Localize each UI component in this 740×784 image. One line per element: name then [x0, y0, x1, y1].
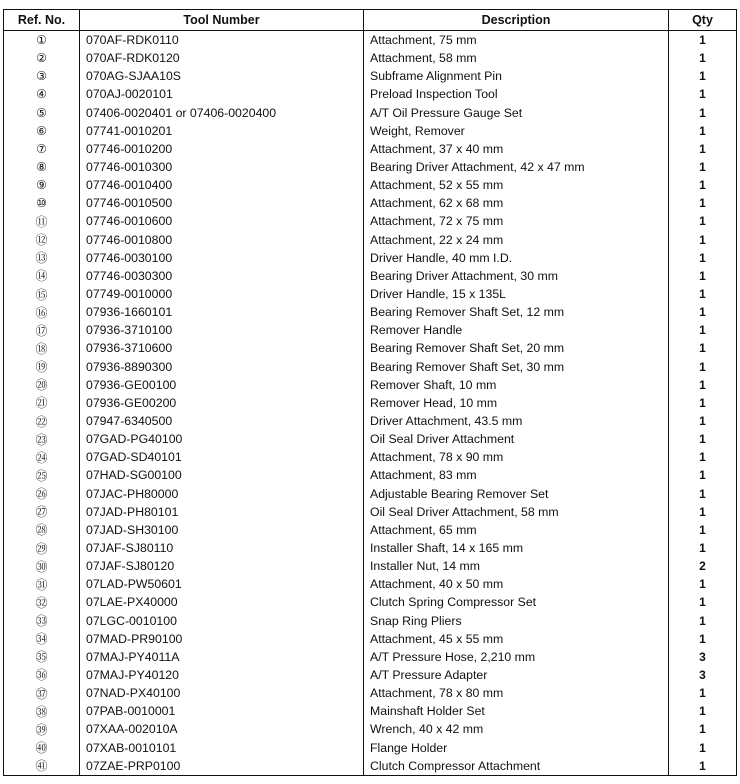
ref-number-cell: ㉞ — [4, 630, 80, 648]
qty-cell: 1 — [669, 67, 737, 85]
ref-number-cell: ㉝ — [4, 612, 80, 630]
tool-number-cell: 07XAA-002010A — [80, 720, 364, 738]
description-cell: Attachment, 83 mm — [364, 466, 669, 484]
qty-cell: 1 — [669, 212, 737, 230]
ref-number-cell: ㉘ — [4, 521, 80, 539]
table-row — [4, 575, 737, 593]
tool-number-cell: 07746-0010500 — [80, 194, 364, 212]
ref-number-cell: ⑭ — [4, 267, 80, 285]
tool-number-cell: 07MAJ-PY4011A — [80, 648, 364, 666]
description-cell: Attachment, 58 mm — [364, 49, 669, 67]
ref-number-cell: ㊲ — [4, 684, 80, 702]
qty-cell: 1 — [669, 321, 737, 339]
tool-number-cell: 07746-0010600 — [80, 212, 364, 230]
description-cell: Oil Seal Driver Attachment, 58 mm — [364, 503, 669, 521]
ref-number-cell: ㉔ — [4, 448, 80, 466]
qty-cell: 1 — [669, 539, 737, 557]
table-row — [4, 702, 737, 720]
ref-number-cell: ⑯ — [4, 303, 80, 321]
table-row — [4, 194, 737, 212]
ref-number-cell: ㉑ — [4, 394, 80, 412]
table-row — [4, 720, 737, 738]
tool-number-cell: 07746-0030100 — [80, 249, 364, 267]
description-cell: Attachment, 37 x 40 mm — [364, 140, 669, 158]
description-cell: Attachment, 45 x 55 mm — [364, 630, 669, 648]
tool-number-cell: 07749-0010000 — [80, 285, 364, 303]
ref-number-cell: ㊱ — [4, 666, 80, 684]
header-row — [4, 10, 737, 31]
qty-cell: 1 — [669, 176, 737, 194]
ref-number-cell: ② — [4, 49, 80, 67]
description-cell: Clutch Compressor Attachment — [364, 757, 669, 776]
tool-number-cell: 07JAD-PH80101 — [80, 503, 364, 521]
table-row — [4, 67, 737, 85]
table-row — [4, 630, 737, 648]
ref-number-cell: ⑮ — [4, 285, 80, 303]
tool-number-cell: 07947-6340500 — [80, 412, 364, 430]
special-tools-table — [3, 9, 737, 776]
table-row — [4, 448, 737, 466]
tool-number-cell: 07PAB-0010001 — [80, 702, 364, 720]
header-ref-no: Ref. No. — [4, 10, 80, 31]
description-cell: Installer Shaft, 14 x 165 mm — [364, 539, 669, 557]
description-cell: Mainshaft Holder Set — [364, 702, 669, 720]
description-cell: Bearing Remover Shaft Set, 20 mm — [364, 339, 669, 357]
qty-cell: 1 — [669, 140, 737, 158]
ref-number-cell: ⑬ — [4, 249, 80, 267]
table-header — [4, 10, 737, 31]
table-row — [4, 140, 737, 158]
ref-number-cell: ④ — [4, 85, 80, 103]
ref-number-cell: ⑩ — [4, 194, 80, 212]
description-cell: Driver Handle, 40 mm I.D. — [364, 249, 669, 267]
ref-number-cell: ① — [4, 31, 80, 50]
qty-cell: 1 — [669, 285, 737, 303]
ref-number-cell: ⑲ — [4, 358, 80, 376]
table-row — [4, 557, 737, 575]
description-cell: Flange Holder — [364, 738, 669, 756]
description-cell: Bearing Remover Shaft Set, 12 mm — [364, 303, 669, 321]
qty-cell: 1 — [669, 503, 737, 521]
table-row — [4, 176, 737, 194]
description-cell: Bearing Remover Shaft Set, 30 mm — [364, 358, 669, 376]
description-cell: Clutch Spring Compressor Set — [364, 593, 669, 611]
tool-number-cell: 07ZAE-PRP0100 — [80, 757, 364, 776]
table-row — [4, 104, 737, 122]
qty-cell: 1 — [669, 303, 737, 321]
tool-number-cell: 070AG-SJAA10S — [80, 67, 364, 85]
qty-cell: 2 — [669, 557, 737, 575]
table-row — [4, 122, 737, 140]
ref-number-cell: ⑧ — [4, 158, 80, 176]
qty-cell: 1 — [669, 267, 737, 285]
tool-number-cell: 07746-0010400 — [80, 176, 364, 194]
description-cell: Attachment, 75 mm — [364, 31, 669, 50]
description-cell: Wrench, 40 x 42 mm — [364, 720, 669, 738]
qty-cell: 3 — [669, 648, 737, 666]
description-cell: Driver Handle, 15 x 135L — [364, 285, 669, 303]
table-row — [4, 339, 737, 357]
table-row — [4, 593, 737, 611]
ref-number-cell: ⑰ — [4, 321, 80, 339]
tool-number-cell: 07936-8890300 — [80, 358, 364, 376]
ref-number-cell: ㊴ — [4, 720, 80, 738]
table-row — [4, 321, 737, 339]
qty-cell: 1 — [669, 684, 737, 702]
table-row — [4, 49, 737, 67]
tool-number-cell: 07MAJ-PY40120 — [80, 666, 364, 684]
tool-number-cell: 07NAD-PX40100 — [80, 684, 364, 702]
ref-number-cell: ⑱ — [4, 339, 80, 357]
table-row — [4, 249, 737, 267]
description-cell: Attachment, 65 mm — [364, 521, 669, 539]
qty-cell: 1 — [669, 466, 737, 484]
description-cell: A/T Pressure Adapter — [364, 666, 669, 684]
ref-number-cell: ⑪ — [4, 212, 80, 230]
tool-number-cell: 07406-0020401 or 07406-0020400 — [80, 104, 364, 122]
qty-cell: 1 — [669, 738, 737, 756]
table-row — [4, 31, 737, 50]
tool-number-cell: 07746-0010200 — [80, 140, 364, 158]
description-cell: Remover Head, 10 mm — [364, 394, 669, 412]
tool-number-cell: 07JAF-SJ80120 — [80, 557, 364, 575]
ref-number-cell: ㉜ — [4, 593, 80, 611]
table-row — [4, 412, 737, 430]
table-row — [4, 539, 737, 557]
header-tool-number: Tool Number — [80, 10, 364, 31]
ref-number-cell: ⑥ — [4, 122, 80, 140]
table-row — [4, 267, 737, 285]
qty-cell: 1 — [669, 448, 737, 466]
qty-cell: 1 — [669, 702, 737, 720]
description-cell: Attachment, 78 x 80 mm — [364, 684, 669, 702]
qty-cell: 1 — [669, 430, 737, 448]
table-row — [4, 485, 737, 503]
description-cell: Snap Ring Pliers — [364, 612, 669, 630]
tool-number-cell: 07LAE-PX40000 — [80, 593, 364, 611]
table-row — [4, 666, 737, 684]
tool-number-cell: 07936-GE00200 — [80, 394, 364, 412]
tool-number-cell: 070AF-RDK0110 — [80, 31, 364, 50]
description-cell: A/T Oil Pressure Gauge Set — [364, 104, 669, 122]
tool-number-cell: 07LAD-PW50601 — [80, 575, 364, 593]
table-row — [4, 212, 737, 230]
qty-cell: 1 — [669, 575, 737, 593]
table-row — [4, 466, 737, 484]
ref-number-cell: ③ — [4, 67, 80, 85]
ref-number-cell: ⑤ — [4, 104, 80, 122]
ref-number-cell: ㊳ — [4, 702, 80, 720]
tool-number-cell: 07746-0010800 — [80, 231, 364, 249]
tool-number-cell: 07MAD-PR90100 — [80, 630, 364, 648]
description-cell: Oil Seal Driver Attachment — [364, 430, 669, 448]
description-cell: Attachment, 72 x 75 mm — [364, 212, 669, 230]
ref-number-cell: ㊵ — [4, 738, 80, 756]
table-row — [4, 430, 737, 448]
ref-number-cell: ㉖ — [4, 485, 80, 503]
ref-number-cell: ㉚ — [4, 557, 80, 575]
tool-number-cell: 07746-0030300 — [80, 267, 364, 285]
qty-cell: 1 — [669, 394, 737, 412]
tool-number-cell: 07746-0010300 — [80, 158, 364, 176]
table-row — [4, 612, 737, 630]
description-cell: Bearing Driver Attachment, 30 mm — [364, 267, 669, 285]
description-cell: Weight, Remover — [364, 122, 669, 140]
table-row — [4, 684, 737, 702]
ref-number-cell: ㉟ — [4, 648, 80, 666]
qty-cell: 1 — [669, 612, 737, 630]
qty-cell: 1 — [669, 158, 737, 176]
tool-number-cell: 07936-3710100 — [80, 321, 364, 339]
tool-number-cell: 07GAD-PG40100 — [80, 430, 364, 448]
table-row — [4, 158, 737, 176]
ref-number-cell: ⑨ — [4, 176, 80, 194]
table-row — [4, 394, 737, 412]
table-row — [4, 85, 737, 103]
qty-cell: 1 — [669, 339, 737, 357]
description-cell: Subframe Alignment Pin — [364, 67, 669, 85]
table-row — [4, 503, 737, 521]
description-cell: Driver Attachment, 43.5 mm — [364, 412, 669, 430]
qty-cell: 1 — [669, 720, 737, 738]
qty-cell: 1 — [669, 358, 737, 376]
table-row — [4, 648, 737, 666]
description-cell: Adjustable Bearing Remover Set — [364, 485, 669, 503]
ref-number-cell: ㉓ — [4, 430, 80, 448]
tool-number-cell: 070AF-RDK0120 — [80, 49, 364, 67]
table-row — [4, 231, 737, 249]
qty-cell: 1 — [669, 104, 737, 122]
table-row — [4, 358, 737, 376]
qty-cell: 1 — [669, 194, 737, 212]
table-body — [4, 31, 737, 776]
tool-number-cell: 07JAC-PH80000 — [80, 485, 364, 503]
qty-cell: 1 — [669, 521, 737, 539]
description-cell: Attachment, 22 x 24 mm — [364, 231, 669, 249]
ref-number-cell: ㉕ — [4, 466, 80, 484]
ref-number-cell: ㉛ — [4, 575, 80, 593]
qty-cell: 1 — [669, 376, 737, 394]
description-cell: Remover Handle — [364, 321, 669, 339]
qty-cell: 1 — [669, 31, 737, 50]
qty-cell: 1 — [669, 485, 737, 503]
tool-number-cell: 07JAF-SJ80110 — [80, 539, 364, 557]
description-cell: Installer Nut, 14 mm — [364, 557, 669, 575]
qty-cell: 1 — [669, 593, 737, 611]
table-row — [4, 757, 737, 776]
description-cell: A/T Pressure Hose, 2,210 mm — [364, 648, 669, 666]
qty-cell: 1 — [669, 122, 737, 140]
qty-cell: 1 — [669, 757, 737, 776]
tool-number-cell: 07XAB-0010101 — [80, 738, 364, 756]
qty-cell: 1 — [669, 231, 737, 249]
header-description: Description — [364, 10, 669, 31]
ref-number-cell: ㊶ — [4, 757, 80, 776]
ref-number-cell: ㉗ — [4, 503, 80, 521]
table-row — [4, 285, 737, 303]
qty-cell: 1 — [669, 49, 737, 67]
ref-number-cell: ⑦ — [4, 140, 80, 158]
description-cell: Attachment, 40 x 50 mm — [364, 575, 669, 593]
tool-number-cell: 07HAD-SG00100 — [80, 466, 364, 484]
tool-number-cell: 07936-1660101 — [80, 303, 364, 321]
tool-number-cell: 070AJ-0020101 — [80, 85, 364, 103]
tool-table-container — [3, 9, 736, 776]
table-row — [4, 376, 737, 394]
description-cell: Remover Shaft, 10 mm — [364, 376, 669, 394]
qty-cell: 1 — [669, 630, 737, 648]
ref-number-cell: ㉒ — [4, 412, 80, 430]
tool-number-cell: 07936-3710600 — [80, 339, 364, 357]
qty-cell: 1 — [669, 85, 737, 103]
description-cell: Attachment, 62 x 68 mm — [364, 194, 669, 212]
qty-cell: 3 — [669, 666, 737, 684]
ref-number-cell: ⑫ — [4, 231, 80, 249]
tool-number-cell: 07741-0010201 — [80, 122, 364, 140]
tool-number-cell: 07JAD-SH30100 — [80, 521, 364, 539]
ref-number-cell: ⑳ — [4, 376, 80, 394]
qty-cell: 1 — [669, 249, 737, 267]
tool-number-cell: 07LGC-0010100 — [80, 612, 364, 630]
table-row — [4, 521, 737, 539]
tool-number-cell: 07GAD-SD40101 — [80, 448, 364, 466]
qty-cell: 1 — [669, 412, 737, 430]
tool-number-cell: 07936-GE00100 — [80, 376, 364, 394]
description-cell: Preload Inspection Tool — [364, 85, 669, 103]
table-row — [4, 303, 737, 321]
header-qty: Qty — [669, 10, 737, 31]
ref-number-cell: ㉙ — [4, 539, 80, 557]
description-cell: Attachment, 78 x 90 mm — [364, 448, 669, 466]
table-row — [4, 738, 737, 756]
description-cell: Bearing Driver Attachment, 42 x 47 mm — [364, 158, 669, 176]
description-cell: Attachment, 52 x 55 mm — [364, 176, 669, 194]
